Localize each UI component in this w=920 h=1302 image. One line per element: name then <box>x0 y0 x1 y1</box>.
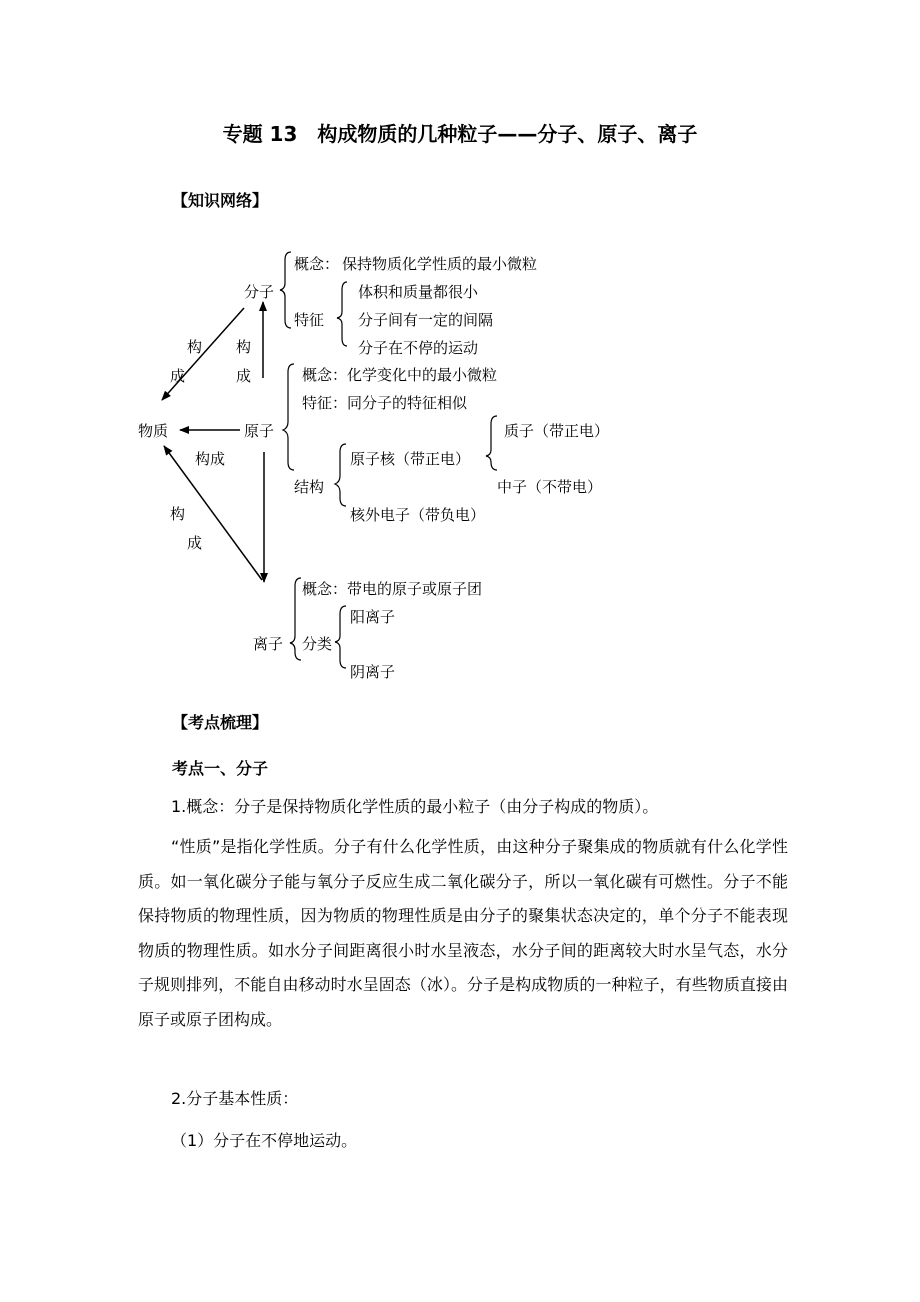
paragraph-property-explanation: “性质”是指化学性质。分子有什么化学性质，由这种分子聚集成的物质就有什么化学性质。如一氧化碳分子能与氧分子反应生成二氧化碳分子，所以一氧化碳有可燃性。分子不能保持物质的物理性质，因为物质的物理性质是由分子的聚集状态决定的，单个分子不能表现物质的物理性质。如水分子间距离很小时水呈液态，水分子间的距离较大时水呈气态，水分子规则排列，不能自由移动时水呈固态（冰）。分子是构成物质的一种粒子，有些物质直接由原子或原子团构成。 <box>138 837 788 1029</box>
molecule-feature-1: 体积和质量都很小 <box>358 283 479 301</box>
paragraph-concept: 1.概念：分子是保持物质化学性质的最小粒子（由分子构成的物质）。 <box>171 797 659 816</box>
paragraph-property-1: （1）分子在不停地运动。 <box>171 1131 358 1150</box>
paragraph-basic-properties: 2.分子基本性质： <box>171 1089 299 1108</box>
node-molecule: 分子 <box>244 283 275 301</box>
label-compose-2: 成 <box>170 367 186 385</box>
exam-points-heading: 【考点梳理】 <box>172 713 269 732</box>
ion-cation: 阳离子 <box>350 608 396 626</box>
brace-structure <box>335 444 346 506</box>
brace-molecule-features <box>337 282 347 346</box>
ion-anion: 阴离子 <box>350 663 396 681</box>
atom-neutron: 中子（不带电） <box>497 478 603 496</box>
molecule-concept-label: 概念： <box>294 255 340 273</box>
atom-feature: 特征：同分子的特征相似 <box>302 394 468 412</box>
node-substance: 物质 <box>138 422 169 440</box>
molecule-concept-text: 保持物质化学性质的最小微粒 <box>342 255 538 273</box>
arrow-molecule-to-substance <box>162 308 244 400</box>
brace-molecule <box>280 252 291 328</box>
label-compose-1: 构 <box>187 338 203 356</box>
molecule-feature-3: 分子在不停的运动 <box>358 339 479 357</box>
ion-class-label: 分类 <box>302 635 333 653</box>
label-compose-4: 成 <box>236 367 252 385</box>
label-compose-6: 成 <box>187 534 203 552</box>
brace-ion <box>290 578 301 660</box>
brace-atom <box>283 364 294 470</box>
atom-structure-label: 结构 <box>294 478 325 496</box>
atom-electron: 核外电子（带负电） <box>350 506 486 524</box>
label-compose-5: 构 <box>170 505 186 523</box>
ion-concept: 概念：带电的原子或原子团 <box>302 580 483 598</box>
atom-nucleus: 原子核（带正电） <box>350 450 471 468</box>
brace-nucleus <box>486 416 497 470</box>
page-title: 专题 13 构成物质的几种粒子——分子、原子、离子 <box>222 122 698 146</box>
brace-ion-class <box>335 606 346 668</box>
node-atom: 原子 <box>244 422 275 440</box>
knowledge-network-heading: 【知识网络】 <box>172 191 269 210</box>
label-compose-atom: 构成 <box>195 450 226 468</box>
atom-concept: 概念：化学变化中的最小微粒 <box>302 366 498 384</box>
exam-point-1-title: 考点一、分子 <box>172 759 269 778</box>
label-compose-3: 构 <box>236 338 252 356</box>
molecule-feature-2: 分子间有一定的间隔 <box>358 311 494 329</box>
atom-proton: 质子（带正电） <box>504 422 610 440</box>
molecule-feature-label: 特征 <box>294 311 325 329</box>
node-ion: 离子 <box>253 635 284 653</box>
